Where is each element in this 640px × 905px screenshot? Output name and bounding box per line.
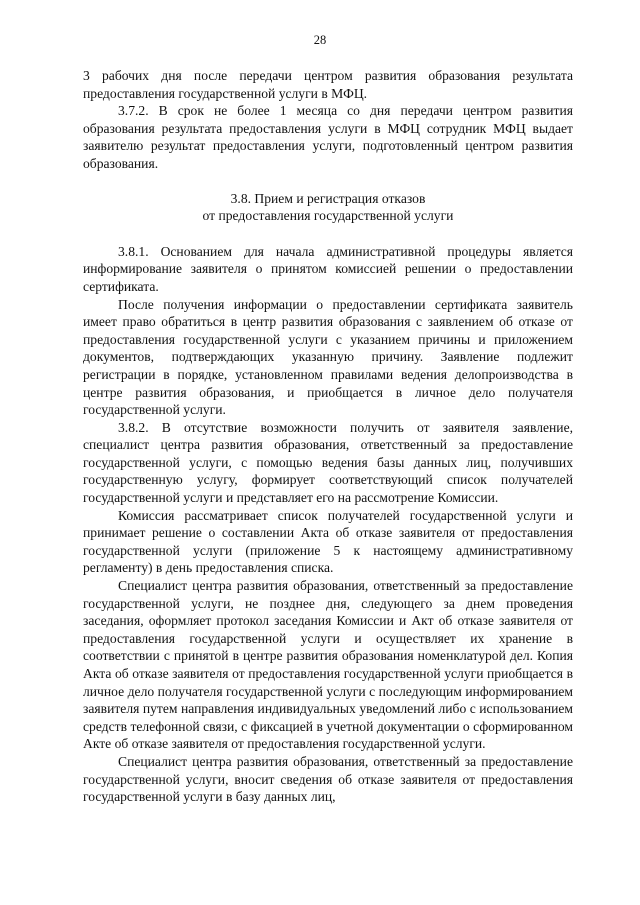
paragraph-specialist-database: Специалист центра развития образования, ответственный за предоставление государственной услуги, вносит сведения об отказе заявителя от предоставления государственной услуги в базу данных лиц, [83, 753, 573, 805]
paragraph-3-8-2: 3.8.2. В отсутствие возможности получить от заявителя заявление, специалист центра развития образования, ответственный за предоставление государственной услуги, с помощью ведения базы данных лиц, получивших государственную услугу, формирует соответствующий список получателей государственной услуги и представляет его на рассмотрение Комиссии. [83, 419, 573, 506]
paragraph-commission: Комиссия рассматривает список получателей государственной услуги и принимает решение о составлении Акта об отказе заявителя от предоставления государственной услуги (приложение 5 к настоящему административному регламенту) в день предоставления списка. [83, 507, 573, 576]
page-number: 28 [313, 33, 327, 47]
section-heading-line-1: 3.8. Прием и регистрация отказов [230, 190, 426, 206]
section-heading-3-8 [83, 190, 573, 225]
paragraph-3-8-1: 3.8.1. Основанием для начала административной процедуры является информирование заявителя о принятом комиссией решении о предоставлении сертификата. [83, 243, 573, 294]
paragraph-3-7-2: 3.7.2. В срок не более 1 месяца со дня передачи центром развития образования результата предоставления услуги в МФЦ сотрудник МФЦ выдает заявителю результат предоставления услуги, подготовленный центром развития образования. [83, 103, 573, 171]
paragraph-continuation: 3 рабочих дня после передачи центром развития образования результата предоставления государственной услуги в МФЦ. [83, 68, 573, 101]
document-body [83, 67, 573, 806]
paragraph-after-information: После получения информации о предоставлении сертификата заявитель имеет право обратиться в центр развития образования с заявлением об отказе от предоставления государственной услуги с указанием причины и приложением документов, подтверждающих указанную причину. Заявление подлежит регистрации в порядке, установленном правилами ведения делопроизводства в центре развития образования, и приобщается в личное дело получателя государственной услуги. [83, 296, 573, 418]
section-heading-line-2: от предоставления государственной услуги [202, 208, 454, 224]
paragraph-specialist-protocol: Специалист центра развития образования, ответственный за предоставление государственной услуги, не позднее дня, следующего за днем проведения заседания, оформляет протокол заседания Комиссии и Акт об отказе заявителя от предоставления государственной услуги и осуществляет их хранение в соответствии с принятой в центре развития образования номенклатурой дел. Копия Акта об отказе заявителя от предоставления государственной услуги приобщается в личное дело получателя государственной услуги с последующим информированием заявителя путем направления индивидуальных уведомлений либо с использованием средств телефонной связи, с фиксацией в учетной документации о сформированном Акте об отказе заявителя от предоставления государственной услуги. [83, 578, 573, 752]
